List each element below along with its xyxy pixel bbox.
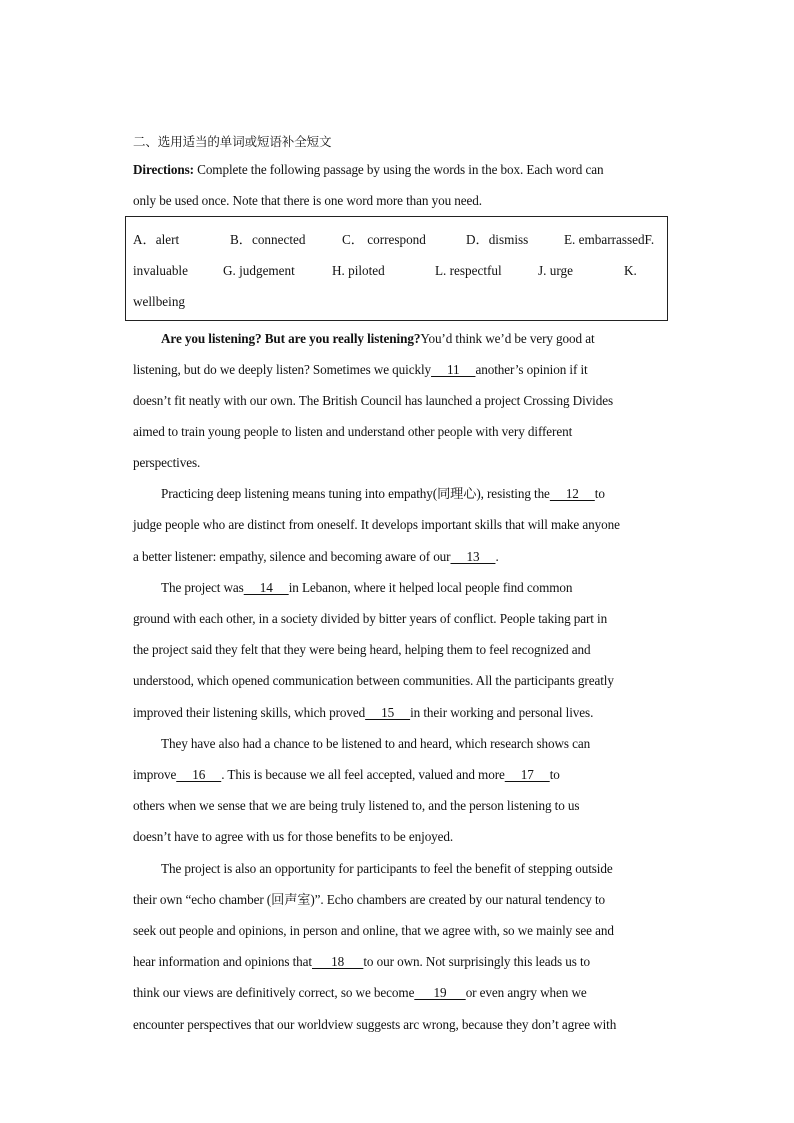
passage-line: seek out people and opinions, in person and online, that we agree with, so we mainly see and [133, 923, 614, 938]
passage-line: improve 16 . This is because we all feel accepted, valued and more 17 to [133, 767, 560, 782]
passage-line: ground with each other, in a society divided by bitter years of conflict. People taking part in [133, 611, 608, 626]
passage-line: The project was 14 in Lebanon, where it helped local people find common [161, 580, 573, 595]
blank-11[interactable]: 11 [431, 362, 476, 377]
passage-line: understood, which opened communication between communities. All the participants greatly [133, 673, 614, 688]
passage-line: They have also had a chance to be listened to and heard, which research shows can [161, 736, 591, 751]
passage-line: encounter perspectives that our worldview suggests arc wrong, because they don’t agree with [133, 1017, 617, 1032]
option-k-word: wellbeing [133, 294, 186, 309]
passage-line: aimed to train young people to listen and understand other people with very different [133, 424, 573, 439]
blank-17[interactable]: 17 [504, 767, 550, 782]
option-h: H. piloted [332, 263, 385, 278]
option-e-f: E. embarrassedF. [564, 232, 655, 247]
blank-14[interactable]: 14 [243, 580, 289, 595]
option-b: B．connected [230, 232, 306, 247]
passage-line: a better listener: empathy, silence and becoming aware of our 13 . [133, 549, 499, 564]
directions-line-1: Directions: Complete the following passage by using the words in the box. Each word can [133, 162, 604, 177]
option-k: K. [624, 263, 637, 278]
option-c: C． correspond [342, 232, 426, 247]
option-l: L. respectful [435, 263, 502, 278]
option-a: A．alert [133, 232, 180, 247]
passage-heading: Are you listening? But are you really listening? [161, 331, 421, 346]
passage-line: doesn’t fit neatly with our own. The British Council has launched a project Crossing Divides [133, 393, 614, 408]
passage-line: think our views are definitively correct, so we become 19 or even angry when we [133, 985, 587, 1000]
passage-line: others when we sense that we are being truly listened to, and the person listening to us [133, 798, 580, 813]
passage-line: The project is also an opportunity for participants to feel the benefit of stepping outside [161, 861, 613, 876]
option-f-word: invaluable [133, 263, 188, 278]
passage-line: their own “echo chamber (回声室)”. Echo chambers are created by our natural tendency to [133, 892, 605, 907]
blank-19[interactable]: 19 [414, 985, 466, 1000]
passage-line: Practicing deep listening means tuning into empathy(同理心), resisting the 12 to [161, 486, 605, 501]
passage-line: listening, but do we deeply listen? Sometimes we quickly 11 another’s opinion if it [133, 362, 588, 377]
passage-line: doesn’t have to agree with us for those benefits to be enjoyed. [133, 829, 454, 844]
passage-line: the project said they felt that they were being heard, helping them to feel recognized and [133, 642, 591, 657]
word-box [125, 216, 668, 321]
option-j: J. urge [538, 263, 573, 278]
passage-line: improved their listening skills, which proved 15 in their working and personal lives. [133, 705, 594, 720]
passage-line: Are you listening? But are you really listening?You’d think we’d be very good at [161, 331, 595, 346]
option-d: D．dismiss [466, 232, 529, 247]
directions-line-2: only be used once. Note that there is one word more than you need. [133, 193, 482, 208]
blank-12[interactable]: 12 [549, 486, 595, 501]
blank-18[interactable]: 18 [312, 954, 364, 969]
directions-label: Directions: [133, 162, 194, 177]
option-g: G. judgement [223, 263, 295, 278]
passage-line: hear information and opinions that 18 to our own. Not surprisingly this leads us to [133, 954, 591, 969]
blank-15[interactable]: 15 [365, 705, 411, 720]
passage-line: judge people who are distinct from oneself. It develops important skills that will make anyone [133, 517, 620, 532]
blank-16[interactable]: 16 [176, 767, 222, 782]
blank-13[interactable]: 13 [450, 549, 496, 564]
passage-line: perspectives. [133, 455, 201, 470]
section-title: 二、选用适当的单词或短语补全短文 [133, 134, 332, 149]
